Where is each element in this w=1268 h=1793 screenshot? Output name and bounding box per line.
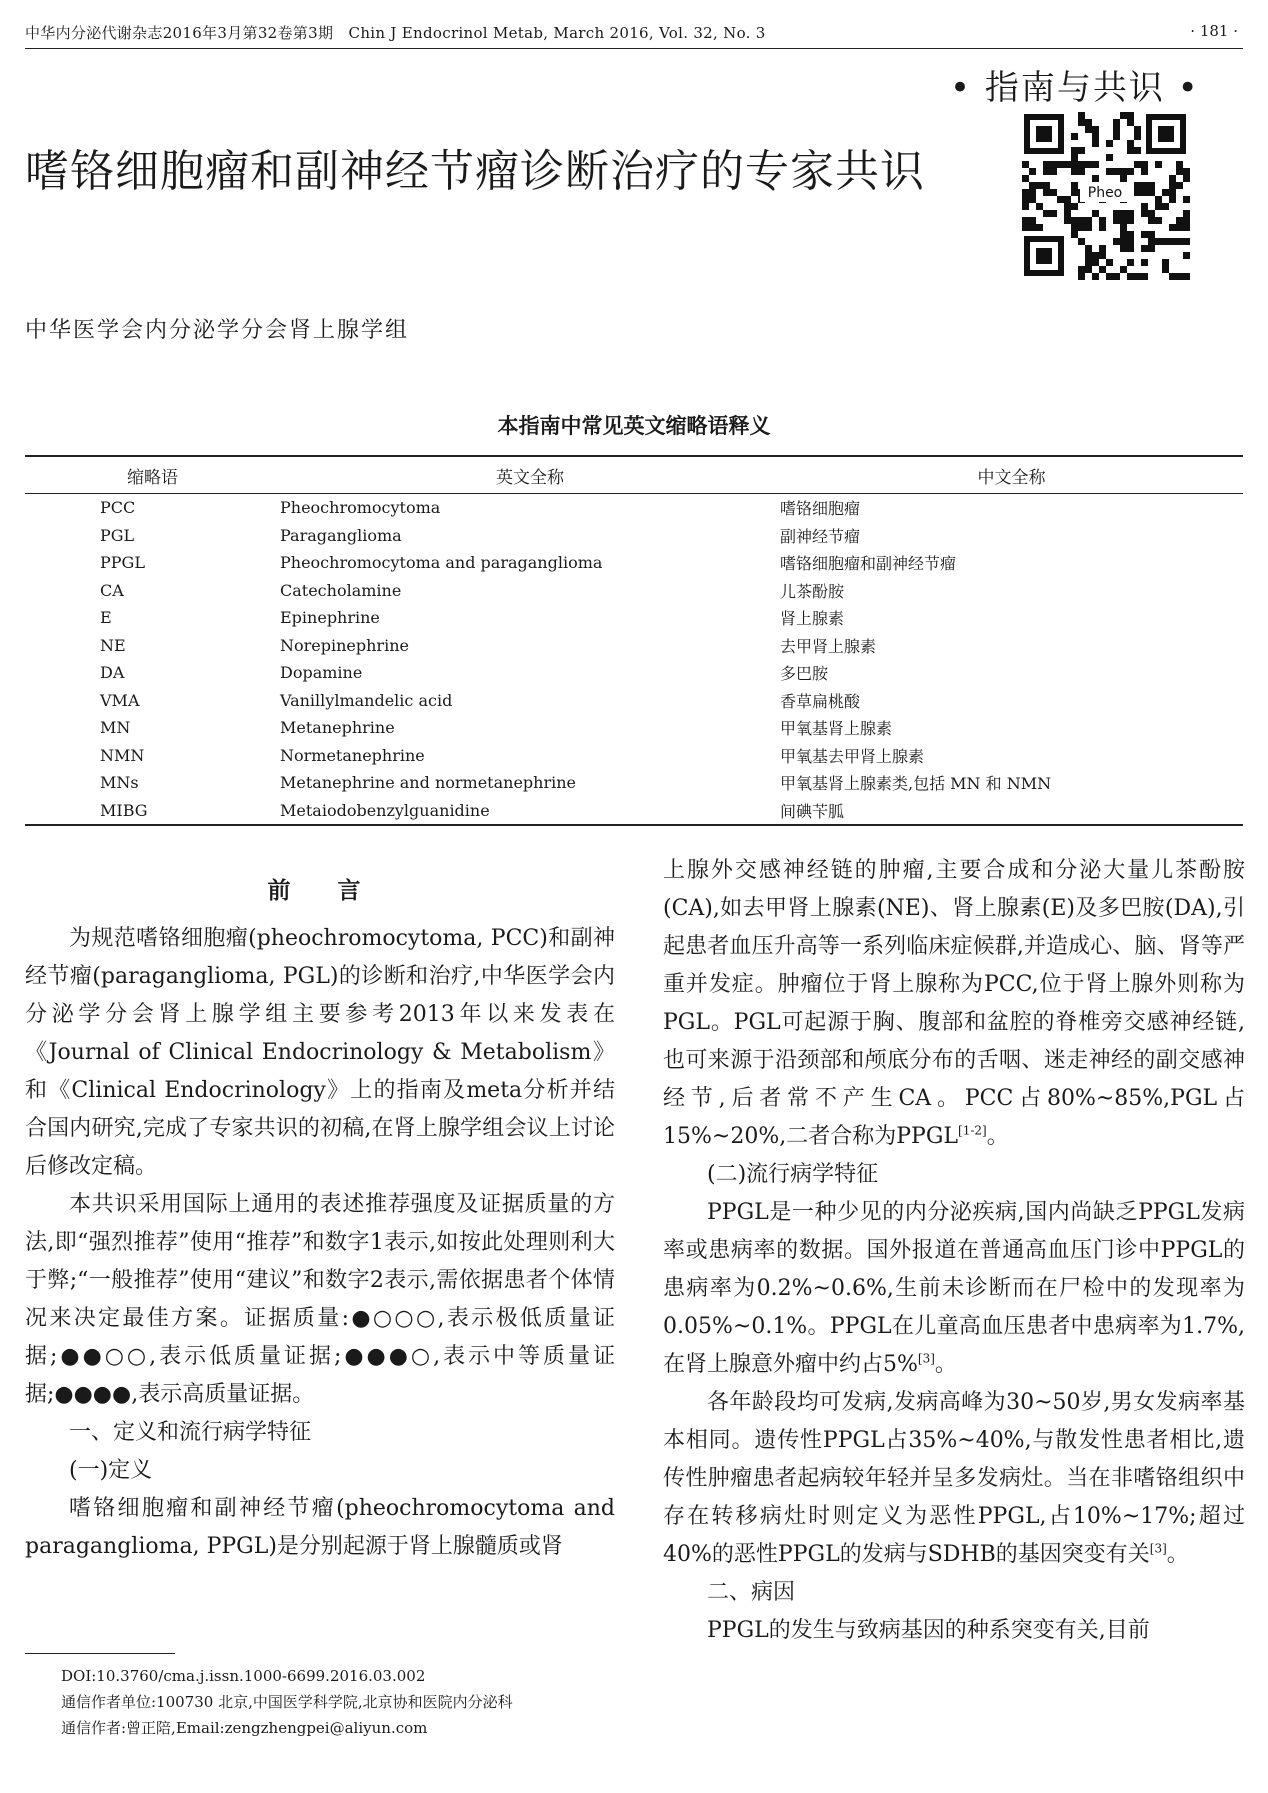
table-cell: 甲氧基去甲肾上腺素: [780, 746, 925, 766]
subsection-heading: (二)流行病学特征: [707, 1162, 879, 1187]
table-cell: MIBG: [25, 797, 280, 826]
table-row: [25, 687, 1243, 715]
table-cell: CA: [100, 580, 124, 600]
footnotes: [25, 1663, 615, 1741]
table-row: [25, 522, 1243, 550]
paragraph: 各年龄段均可发病,发病高峰为30~50岁,男女发病率基本相同。遗传性PPGL占35%~40%,与散发性患者相比,遗传性肿瘤患者起病较年轻并呈多发病灶。当在非嗜铬组织中存在转移病灶时则定义为恶性PPGL,占10%~17%;超过40%的恶性PPGL的发病与SDHB的基因突变有关[3]。: [663, 1390, 1245, 1567]
abbreviation-table: [25, 455, 1243, 826]
table-row: [25, 549, 1243, 577]
table-cell: 嗜铬细胞瘤: [780, 499, 861, 519]
footnote-divider: [25, 1653, 175, 1654]
table-cell: Pheochromocytoma and paraganglioma: [280, 553, 603, 573]
table-row: [25, 494, 1243, 522]
qr-code-icon: [1020, 110, 1190, 280]
right-column: [663, 852, 1245, 1650]
table-cell: PGL: [100, 525, 135, 545]
section-heading: 二、病因: [707, 1580, 796, 1605]
paragraph: 嗜铬细胞瘤和副神经节瘤(pheochromocytoma and paraganglioma, PPGL)是分别起源于肾上腺髓质或肾: [25, 1496, 615, 1559]
table-header: 英文全称: [280, 456, 780, 494]
left-column: [25, 872, 615, 1566]
table-row: [25, 604, 1243, 632]
table-row: [25, 659, 1243, 687]
journal-header: 中华内分泌代谢杂志2016年3月第32卷第3期 Chin J Endocrinol Metab, March 2016, Vol. 32, No. 3: [25, 24, 766, 42]
table-cell: 间碘苄胍: [780, 797, 1243, 826]
article-title: 嗜铬细胞瘤和副神经节瘤诊断治疗的专家共识: [25, 146, 925, 197]
paragraph: PPGL的发生与致病基因的种系突变有关,目前: [707, 1618, 1150, 1643]
table-cell: Pheochromocytoma: [280, 498, 441, 518]
table-cell: 肾上腺素: [780, 609, 845, 629]
table-cell: VMA: [100, 690, 140, 710]
table-cell: Catecholamine: [280, 580, 402, 600]
section-heading: 一、定义和流行病学特征: [69, 1420, 312, 1445]
table-cell: Epinephrine: [280, 608, 380, 628]
table-header: 中文全称: [780, 456, 1243, 494]
table-cell: Metanephrine: [280, 718, 395, 738]
authors: 中华医学会内分泌学分会肾上腺学组: [25, 318, 410, 343]
table-cell: PPGL: [100, 553, 145, 573]
table-cell: 副神经节瘤: [780, 526, 861, 546]
qr-label: Pheo: [1087, 185, 1123, 201]
table-row: [25, 714, 1243, 742]
table-cell: 甲氧基肾上腺素类,包括 MN 和 NMN: [780, 774, 1052, 794]
subsection-heading: (一)定义: [69, 1458, 153, 1483]
table-cell: 多巴胺: [780, 664, 829, 684]
table-cell: Normetanephrine: [280, 745, 425, 765]
table-cell: Paraganglioma: [280, 525, 402, 545]
table-row: [25, 632, 1243, 660]
section-tag: • 指南与共识 •: [950, 68, 1200, 108]
table-cell: Metanephrine and normetanephrine: [280, 773, 576, 793]
table-cell: 甲氧基肾上腺素: [780, 719, 893, 739]
doi: DOI:10.3760/cma.j.issn.1000-6699.2016.03.002: [61, 1667, 426, 1685]
table-cell: MN: [100, 718, 131, 738]
table-cell: E: [100, 608, 112, 628]
paragraph: 本共识采用国际上通用的表述推荐强度及证据质量的方法,即“强烈推荐”使用“推荐”和数字1表示,如按此处理则利大于弊;“一般推荐”使用“建议”和数字2表示,需依据患者个体情况来决定最佳方案。证据质量:●○○○,表示极低质量证据;●●○○,表示低质量证据;●●●○,表示中等质量证据;●●●●,表示高质量证据。: [25, 1192, 615, 1407]
table-cell: 嗜铬细胞瘤和副神经节瘤: [780, 554, 957, 574]
page-number: · 181 ·: [1190, 22, 1238, 40]
table-cell: PCC: [100, 498, 136, 518]
table-cell: 去甲肾上腺素: [780, 636, 877, 656]
paragraph: 上腺外交感神经链的肿瘤,主要合成和分泌大量儿茶酚胺(CA),如去甲肾上腺素(NE)、肾上腺素(E)及多巴胺(DA),引起患者血压升高等一系列临床症候群,并造成心、脑、肾等严重并发症。肿瘤位于肾上腺称为PCC,位于肾上腺外则称为PGL。PGL可起源于胸、腹部和盆腔的脊椎旁交感神经链,也可来源于沿颈部和颅底分布的舌咽、迷走神经的副交感神经节,后者常不产生CA。PCC占80%~85%,PGL占15%~20%,二者合称为PPGL[1-2]。: [663, 858, 1245, 1149]
table-cell: NMN: [100, 745, 145, 765]
table-cell: NE: [100, 635, 126, 655]
header-divider: [25, 48, 1243, 49]
table-row: [25, 797, 1243, 826]
table-cell: 儿茶酚胺: [780, 581, 845, 601]
table-title: 本指南中常见英文缩略语释义: [497, 414, 771, 438]
paragraph: 为规范嗜铬细胞瘤(pheochromocytoma, PCC)和副神经节瘤(paraganglioma, PGL)的诊断和治疗,中华医学会内分泌学分会肾上腺学组主要参考2013年以来发表在《Journal of Clinical Endocrinology & Metabolism》和《Clinical Endocrinology》上的指南及meta分析并结合国内研究,完成了专家共识的初稿,在肾上腺学组会议上讨论后修改定稿。: [25, 926, 615, 1179]
table-row: [25, 769, 1243, 797]
paragraph: PPGL是一种少见的内分泌疾病,国内尚缺乏PPGL发病率或患病率的数据。国外报道在普通高血压门诊中PPGL的患病率为0.2%~0.6%,生前未诊断而在尸检中的发现率为0.05%~0.1%。PPGL在儿童高血压患者中患病率为1.7%,在肾上腺意外瘤中约占5%[3]。: [663, 1200, 1245, 1377]
table-cell: MNs: [100, 773, 139, 793]
table-row: [25, 577, 1243, 605]
corresponding-author: 通信作者:曾正陪,Email:zengzhengpei@aliyun.com: [61, 1719, 428, 1737]
citation: [1-2]: [958, 1123, 987, 1138]
affiliation-note: 通信作者单位:100730 北京,中国医学科学院,北京协和医院内分泌科: [61, 1693, 513, 1711]
table-cell: DA: [100, 663, 125, 683]
table-header: 缩略语: [25, 456, 280, 494]
table-cell: Dopamine: [280, 663, 363, 683]
citation: [3]: [917, 1351, 935, 1366]
table-cell: Vanillylmandelic acid: [280, 690, 453, 710]
table-cell: 香草扁桃酸: [780, 691, 861, 711]
citation: [3]: [1149, 1541, 1167, 1556]
table-row: [25, 742, 1243, 770]
table-cell: Norepinephrine: [280, 635, 409, 655]
table-cell: Metaiodobenzylguanidine: [280, 797, 780, 826]
preface-heading: 前 言: [267, 877, 373, 904]
